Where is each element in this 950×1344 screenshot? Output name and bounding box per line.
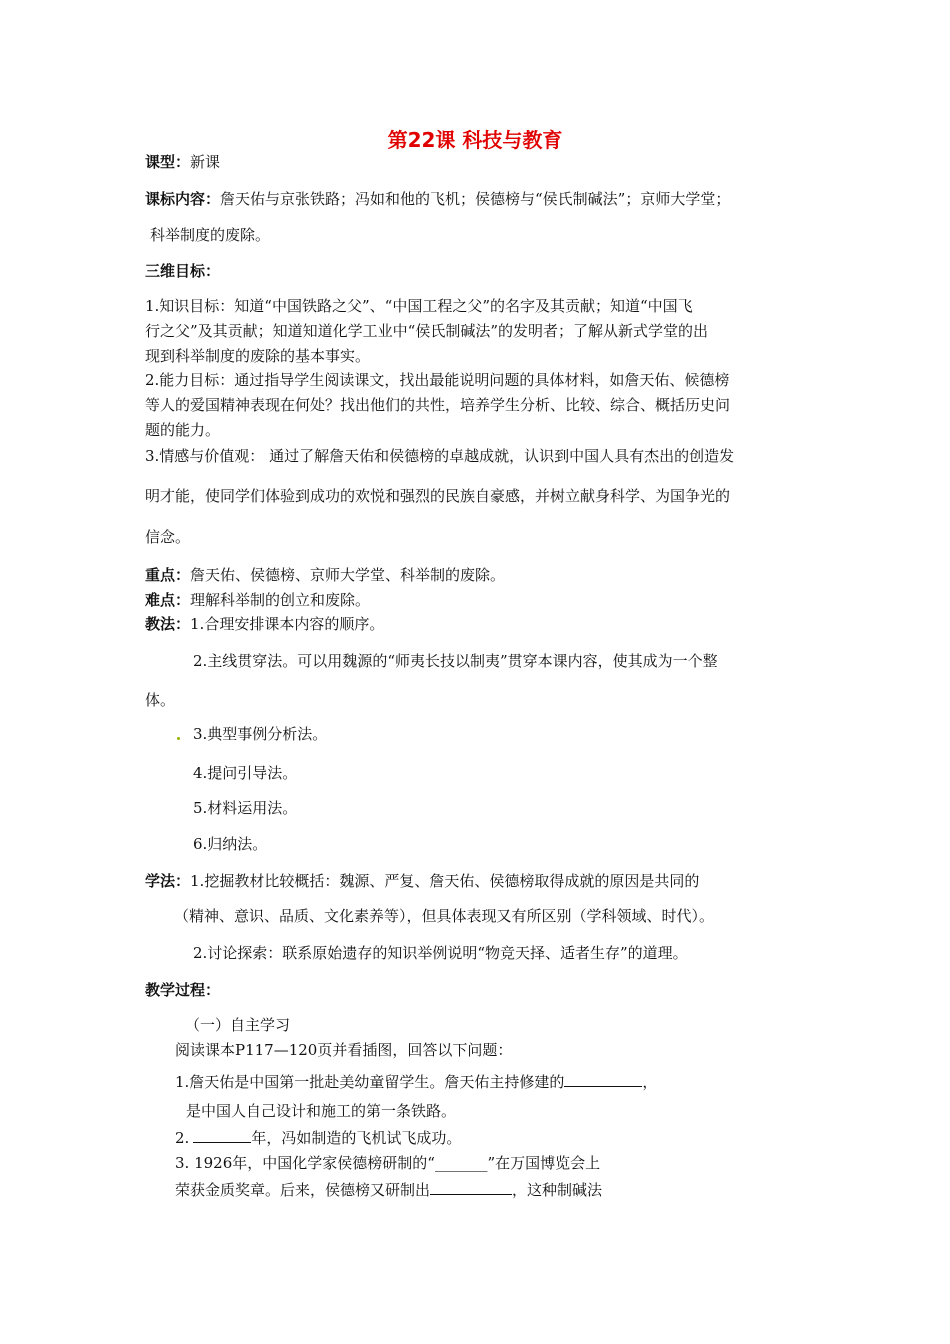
method-1: 1.合理安排课本内容的顺序。 xyxy=(190,615,385,633)
question-2-text: 年，冯如制造的飞机试飞成功。 xyxy=(251,1129,462,1147)
reading-instruction: 阅读课本P117—120页并看插图，回答以下问题： xyxy=(175,1041,513,1059)
difficulties-label: 难点： xyxy=(145,591,191,609)
lesson-type-line xyxy=(145,152,220,172)
study-1: 1.挖掘教材比较概括：魏源、严复、詹天佑、侯德榜取得成就的原因是共同的 xyxy=(190,872,700,890)
method-3: 3.典型事例分析法。 xyxy=(193,725,328,743)
question-1-comma: ， xyxy=(642,1073,658,1091)
goal-emotion-3: 信念。 xyxy=(145,528,191,546)
question-3-text: 3. 1926年，中国化学家侯德榜研制的“ xyxy=(175,1154,435,1172)
section-self-study: （一）自主学习 xyxy=(185,1016,291,1034)
goal-ability-1: 2.能力目标：通过指导学生阅读课文，找出最能说明问题的具体材料，如詹天佑、候德榜 xyxy=(145,371,730,389)
goal-knowledge-1: 1.知识目标：知道“中国铁路之父”、“中国工程之父”的名字及其贡献；知道“中国飞 xyxy=(145,297,693,315)
difficulties-line xyxy=(145,590,370,610)
methods-label: 教法： xyxy=(145,615,191,633)
goal-emotion-1: 3.情感与价值观： 通过了解詹天佑和侯德榜的卓越成就，认识到中国人具有杰出的创造发 xyxy=(145,447,735,465)
lesson-type-label: 课型： xyxy=(145,153,191,171)
page-title: 第22课 科技与教育 xyxy=(387,128,563,152)
answer-blank-4[interactable] xyxy=(430,1179,512,1195)
method-2-cont: 体。 xyxy=(145,691,176,709)
goal-ability-3: 题的能力。 xyxy=(145,421,221,439)
key-points-text: 詹天佑、侯德榜、京师大学堂、科举制的废除。 xyxy=(190,566,506,584)
goal-knowledge-2: 行之父”及其贡献；知道知道化学工业中“侯氏制碱法”的发明者；了解从新式学堂的出 xyxy=(145,322,709,340)
goals-heading: 三维目标： xyxy=(145,262,221,280)
method-2: 2.主线贯穿法。可以用魏源的“师夷长技以制夷”贯穿本课内容，使其成为一个整 xyxy=(193,652,718,670)
lesson-type-value: 新课 xyxy=(190,153,221,171)
answer-blank-3[interactable]: _______ xyxy=(434,1154,488,1172)
key-points-line xyxy=(145,565,505,585)
methods-line xyxy=(145,614,384,634)
answer-blank-2[interactable] xyxy=(193,1127,251,1143)
method-4: 4.提问引导法。 xyxy=(193,764,298,782)
question-3-cont xyxy=(175,1179,602,1200)
question-3 xyxy=(175,1153,600,1173)
key-points-label: 重点： xyxy=(145,566,191,584)
study-line xyxy=(145,871,699,891)
difficulties-text: 理解科举制的创立和废除。 xyxy=(190,591,371,609)
standard-label: 课标内容： xyxy=(145,190,221,208)
question-2 xyxy=(175,1127,461,1148)
study-1-cont: （精神、意识、品质、文化素养等），但具体表现又有所区别（学科领域、时代）。 xyxy=(174,907,715,925)
standard-text-cont: 科举制度的废除。 xyxy=(150,226,271,244)
goal-knowledge-3: 现到科举制度的废除的基本事实。 xyxy=(145,347,371,365)
study-2: 2.讨论探索：联系原始遗存的知识举例说明“物竞天择、适者生存”的道理。 xyxy=(193,944,688,962)
question-1-text: 1.詹天佑是中国第一批赴美幼童留学生。詹天佑主持修建的 xyxy=(175,1073,565,1091)
question-1 xyxy=(175,1071,657,1092)
question-3-text-end: ”在万国博览会上 xyxy=(487,1154,601,1172)
green-dot-mark xyxy=(177,737,180,740)
process-heading: 教学过程： xyxy=(145,981,221,999)
method-5: 5.材料运用法。 xyxy=(193,799,298,817)
answer-blank-1[interactable] xyxy=(564,1071,642,1087)
method-6: 6.归纳法。 xyxy=(193,835,268,853)
question-3-cont-end: ，这种制碱法 xyxy=(512,1181,603,1199)
study-label: 学法： xyxy=(145,872,191,890)
question-1-cont: 是中国人自己设计和施工的第一条铁路。 xyxy=(186,1102,457,1120)
question-3-cont-text: 荣获金质奖章。后来，侯德榜又研制出 xyxy=(175,1181,431,1199)
question-2-number: 2. xyxy=(175,1129,190,1147)
standard-line xyxy=(145,189,730,209)
goal-emotion-2: 明才能，使同学们体验到成功的欢悦和强烈的民族自豪感，并树立献身科学、为国争光的 xyxy=(145,487,731,505)
goal-ability-2: 等人的爱国精神表现在何处？找出他们的共性，培养学生分析、比较、综合、概括历史问 xyxy=(145,396,731,414)
standard-text: 詹天佑与京张铁路；冯如和他的飞机；侯德榜与“侯氏制碱法”；京师大学堂； xyxy=(220,190,731,208)
